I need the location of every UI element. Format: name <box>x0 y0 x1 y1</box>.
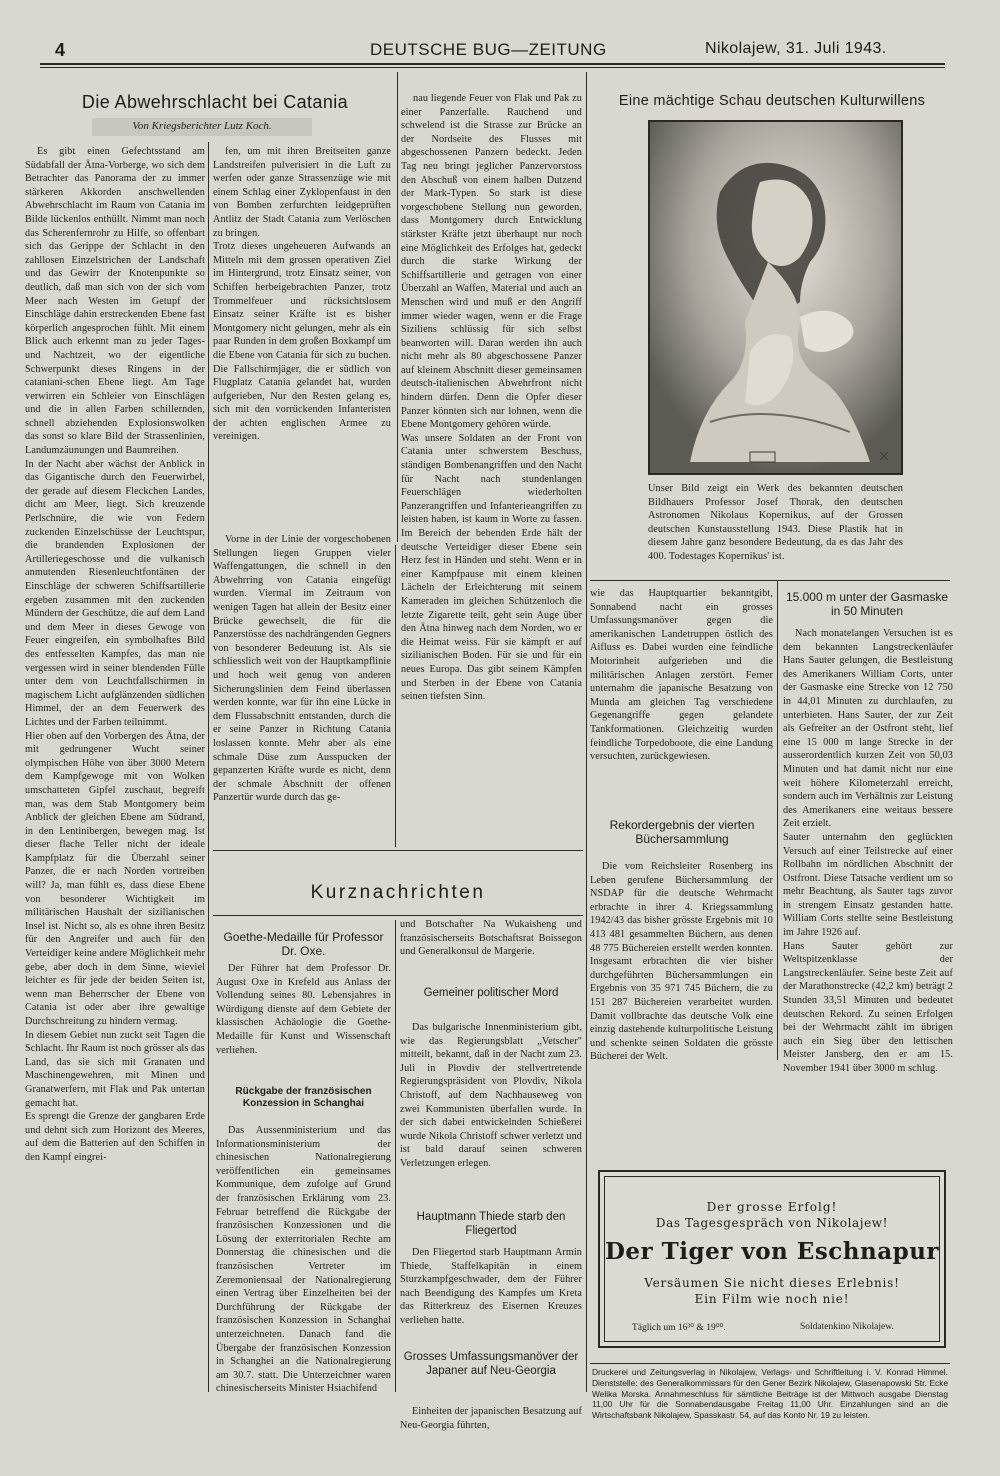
ad-line-3: Versäumen Sie nicht dieses Erlebnis! <box>644 1276 900 1290</box>
catania-column-1: Es gibt einen Gefechtsstand am Südabfall der Ätna-Vorberge, wo sich dem Betrachter das Panorama der zu immer stärkeren Akkorden anschwellenden Abwehrschlacht im Raum von Catania im Bilde lückenlos enthüllt. Nimmt man noch das Scherenfernrohr zu Hilfe, so offenbart sich das Gerippe der Schlacht in den zahllosen Einzelstrichen der Landschaft und das Gewirr der Knotenpunkte so deutlich, daß man sich von der sich vom Meer nach Westen im Getupf der Einschläge dahin erstreckenden Ebene fast körperlich angesprochen fühlt. Mit einem Blick auch erkennt man zu jeder Tages- und Nachtzeit, wo der eigentliche Schwerpunkt dieses Ringens in der cataniani-schen Ebene liegt. Am Tage verwirren ein Schleier von Einschlägen und die in allen Farben schillernden, schnell abziehenden Explosionswolken das sonst so klare Bild der Strassenlinien, Landumzäunungen und Baumreihen. In der Nacht aber wächst der Anblick in das Gigantische durch den Feuerwirbel, der gerade auf diesem Fleckchen Landes, dicht am Meer, liegt. Sich kreuzende Perlschnüre, die wie von Federn zuckenden Einzelschüsse der Leuchtspur, die brandenden Explosionen der Artilleriegeschosse und die vulkanisch anmutenden Riesenleuchtfontänen der Einschläge der schweren Schiffsartillerie ergeben zusammen mit den zuckenden Mündern der Geschütze, die auf dem Land und dem Meer in dieses Gewoge von Feuer eingreifen, ein symbolhaftes Bild des entfesselten Kampfes, das man nie vergessen wird in seiner blendenden Fülle unter dem von Leuchtfallschirmen in magischem Licht aufglänzenden südlichen Himmel, der an dem Feuerwerk des Lichtes und der Farben teilnimmt. Hier oben auf den Vorbergen des Ätna, der mit gedrungener Wucht seiner olympischen Höhe von über 3000 Metern dem Kampfgewoge mit von Wolken umschatteten Gipfel zuschaut, begreift man, was dem Stab Montgomery beim Anblick der gleichen Ebene am Südrand, in den Lentinibergen, bewegen mag. Ist dieser flache Teller nicht der ideale Kampfplatz für die Überzahl seiner Panzer, die er nach Norden vortreiben will? Ja, man fühlt es, dass diese Ebene von besonderer Wichtigkeit im militärischen Haushalt der sizilianischen Insel ist. Nicht so, als es ohne ihren Besitz für den Angreifer und auch für den Verteidiger keine andere Möglichkeit mehr gebe, aber doch in dem Sinne, wieviel leichter es für jede der beiden Seiten ist, wenn man Beherrscher der Ebene von Catania ist oder aber ihre gewaltige Durchschreitung zu hindern vermag. In diesem Gebiet nun zuckt seit Tagen die Schlacht. Ihr Raum ist noch grösser als das Land, das sie sich mit Granaten und Maschinengewehren, mit Minen und Granatwerfern, mit Flak und Pak untertan gemacht hat. Es sprengt die Grenze der gangbaren Erde und dehnt sich zum Horizont des Meeres, auf dem die Batterien auf den Schiffen in den Kampf eingrei- <box>25 146 205 1163</box>
goethe-body: Der Führer hat dem Professor Dr. August Oxe in Krefeld aus Anlass der Vollendung seines 80. Lebensjahres in Würdigung dienste auf dem Gebiete der klassischen Achäologie die Goethe-Medaille für Kunst und Wissenschaft verliehen. <box>216 963 391 1056</box>
mord-body: Das bulgarische Innenministerium gibt, wie das Regierungsblatt „Vetscher" mitteilt, bekannt, daß in der Nacht zum 23. Juli in Plovdiv der stellvertretende Regierungspräsident von Plovdiv, Nikola Christoff, auf dem Nachhauseweg von zwei Kommunisten überfallen wurde. In der sich dabei entwickelnden Schießerei wurde Nikola Christoff schwer verletzt und ist bald darauf seinen schweren Verletzungen erlegen. <box>400 1022 582 1169</box>
rekord-body: Die vom Reichsleiter Rosenberg ins Leben gerufene Büchersammlung der NSDAP für die deutsche Wehrmacht erbrachte in ihrer 4. Kriegssammlung 1942/43 das bisher grösste Ergebnis mit 10 413 481 gesammelten Büchern, aus denen 48 775 Büchereien erstellt werden konnten. Insgesamt erbrachten die vier bisher durchgeführten Büchersammlungen ein Ergebnis von 35 971 745 Büchern, die zu 151 287 Büchereien verarbeitet wurden. Damit vollbrachte das deutsche Volk eine einzig dastehende kulturpolitische Leistung und schenkte seinen Soldaten die grösste Bücherei der Welt. <box>590 861 773 1063</box>
masthead-rule-thin <box>40 67 945 68</box>
gasmaske-body: Nach monatelangen Versuchen ist es dem bekannten Langstreckenläufer Hans Sauter gelungen, die Bestleistung des Amerikaners William Corts, unter der Gasmaske eine Strecke von 12 750 in 44,01 Minuten zu durchlaufen, zu unterbieten. Hans Sauter, der zur Zeit als Gefreiter an der Ostfront steht, lief eine 15 000 m lange Strecke in der ausserordentlich kurzen Zeit von 50,03 Minuten und hat damit nicht nur eine weit höhere Kilometerzahl erreicht, sondern auch im Verhältnis zur Leistung des Amerikaners eine weitaus bessere Zeit erzielt. Sauter unternahm den geglückten Versuch auf einer Teilstrecke auf einer Rollbahn im nördlichen Abschnitt der Ostfront. Diese Tatsache verdient um so mehr Beachtung, als Sauter tags zuvor in strengem Einsatz gestanden hatte. William Corts stellte seine Bestleistung im Jahre 1926 auf. Hans Sauter gehört zur Weltspitzenklasse der Langstreckenläufer. Seine beste Zeit auf der Marathonstrecke (42,2 km) beträgt 2 Stunden 33,51 Minuten und bedeutet deutschen Rekord. Zu seinen Erfolgen bei der Wehrmacht zählt im übrigen auch ein Sieg über den lettischen Meister Jansberg, den er am 15. November 1941 über 3000 m schlug. <box>783 628 953 1074</box>
rueckgabe-headline: Rückgabe der französischen Konzession in Schanghai <box>235 1086 372 1109</box>
ad-venue: Soldatenkino Nikolajew. <box>800 1322 894 1332</box>
rueckgabe-continuation: und Botschafter Na Wukaisheng und französischerseits Botschaftsrat Boissegon und Generalkonsul de Margerie. <box>400 919 582 958</box>
kurz-top-rule <box>213 850 583 851</box>
georgia-body: Einheiten der japanischen Besatzung auf Neu-Georgia führten, <box>400 1406 582 1431</box>
kultur-rule <box>590 580 950 581</box>
imprint: Druckerei und Zeitungsverlag in Nikolajew, Verlags- und Schriftleitung i. V. Konrad Himmel. Dienststelle: des Generalkommissars für den Gener Bezirk Nikolajew, Glasenapowski Str. Ecke Welika Morska. Annahmeschluss für sämtliche Beiträge ist der Mittwoch ausgabe Dienstag 11,00 Uhr für die Sonnabendausgabe Freitag 11,00 Uhr. Einzahlungen sind an die Wirtschaftsbank Nikolajew, Spasskastr. 54, auf das Konto Nr. 19 zu leisten. <box>592 1367 948 1421</box>
column-rule <box>208 142 209 1392</box>
catania-column-3: nau liegende Feuer von Flak und Pak zu einer Panzerfalle. Rauchend und schwelend ist die Strasse zur Brücke an der Nordseite des Flusses mit abgeschossenen Panzern bedeckt. Jeden Tag neu bringt jeglicher Panzervorstoss den Abschuß von einem halben Dutzend der Mark-Typen. So stark ist diese vorgeschobene Stellung nun geworden, dass Montgomery durch Entwicklung stärkster Kräfte jetzt überhaupt nur noch eine Möglichkeit des Erfolges hat, gedeckt durch die starke Wirkung der Schiffsartillerie und getragen von einer Überzahl an Waffen, Material und auch an Menschen wird und muß er den Angriff immer wieder wagen, wenn er die Frage Siziliens schlüssig für sich selbst beanworten will. Daran werden ihn auch nicht mehr als 80 abgeschossene Panzer auf kleinem Abschnitt dieser gemeinsamen deutsch-italienischen Abwehrfront nicht hindern dürfen. Denn die Opfer dieser Panzer könnten sich nur lohnen, wenn die Ebene Montgomery gehören würde. Was unsere Soldaten an der Front von Catania unter schwerstem Beschuss, ständigen Bombenangriffen und den Nacht für Nacht nach stundenlangen Feuerschlägen wiederholten Panzerangriffen und Infanterieangriffen zu leisten haben, ist kaum in Worte zu fassen. Im Bereich der bebenden Erde hält der deutsche Verteidiger dieser Ebene sein Herz fest in Händen und steht. Wenn er in einer Kampfpause mit einem kleinen Lächeln der Erleichterung mit seinem Kameraden im gleichen Schützenloch die letzte Zigarette teilt, geht sein Auge über den Ätna hinweg nach dem Norden, wo er die Heimat weiss. Für sie kämpft er auf sizilianischen Boden. Für sie und für ein neues Europa. Das gibt seinem Kämpfen und Sterben in der Ebene von Catania seinen tiefsten Sinn. <box>401 93 582 703</box>
page-number: 4 <box>55 40 66 60</box>
gasmaske-headline: 15.000 m unter der Gasmaske in 50 Minuten <box>785 590 949 618</box>
ad-title: Der Tiger von Eschnapur <box>604 1238 940 1265</box>
thiede-body: Den Fliegertod starb Hauptmann Armin Thiede, Staffelkapitän in einem Sturzkampfgeschwader, dem der Führer nach Beendigung des Kampfes um Kreta das Ritterkreuz des Eisernen Kreuzes verliehen hatte. <box>400 1247 582 1326</box>
ad-line-1: Der grosse Erfolg! <box>706 1200 838 1214</box>
thiede-headline: Hauptmann Thiede starb den Fliegertod <box>416 1211 566 1237</box>
kultur-caption: Unser Bild zeigt ein Werk des bekannten deutschen Bildhauers Professor Josef Thorak, den deutschen Astronomen Nikolaus Kopernikus, auf der Grossen deutschen Kunstausstellung 1943. Diese Plastik hat in diesem Jahre ganz besondere Bedeutung, da es das Jahr des 400. Todestages Kopernikus' ist. <box>648 483 903 562</box>
kultur-headline: Eine mächtige Schau deutschen Kulturwillens <box>618 93 926 109</box>
catania-byline: Von Kriegsberichter Lutz Koch. <box>132 120 272 132</box>
catania-column-2b: Vorne in der Linie der vorgeschobenen Stellungen liegen Gruppen vieler Waffengattungen, die schnell in den Abwehrring von Catania eingefügt wurden. Viermal im Zeitraum von wenigen Tagen hat allein der Besitz einer Brücke gewechselt, die für die Panzerstösse des nachdrängenden Gegners von besonderer Bedeutung ist. Als sie schliesslich weit von der Hauptkampflinie und hoch weit genug von anderen Sicherungslinien dem Feind überlassen werden konnte, war für ihn eine Lücke in dem Flussabschnitt entstanden, durch die er seine Panzer in Richtung Catania loslassen konnte. Mehr aber als eine schmale Düse zum Ausspucken der gepanzerten Kräfte wurde es nicht, denn der schmale Abschnitt der offenen Panzertür wurde durch das ge- <box>213 534 391 804</box>
column-rule <box>395 920 396 1392</box>
kopernikus-photo <box>648 120 903 475</box>
column-rule <box>397 72 398 542</box>
hauptquartier-continuation: wie das Hauptquartier bekanntgibt, Sonnabend nacht ein grosses Umfassungsmanöver gegen die amerikanischen Landetruppen östlich des Aifluss es. Dabei wurden eine feindliche Motorinheit aufgerieben und die militärischen Anlagen zerstört. Ferner unternahm die japanische Besatzung von Munda am gleichen Tag verschiedene Gegenangriffe gegen gelandete Tankformationen. Gleichzeitig wurden feindliche Torpedoboote, die eine Landung versuchten, zurückgewiesen. <box>590 588 773 763</box>
column-rule <box>586 72 587 1392</box>
column-rule <box>395 545 396 847</box>
dateline: Nikolajew, 31. Juli 1943. <box>705 40 887 57</box>
paper-name: DEUTSCHE BUG—ZEITUNG <box>370 40 607 59</box>
catania-headline: Die Abwehrschlacht bei Catania <box>81 92 349 112</box>
mord-headline: Gemeiner politischer Mord <box>423 987 559 999</box>
film-advertisement <box>598 1170 946 1348</box>
ad-line-4: Ein Film wie noch nie! <box>694 1292 850 1306</box>
ad-line-2: Das Tagesgespräch von Nikolajew! <box>655 1216 889 1230</box>
sculpture-illustration <box>650 122 901 473</box>
catania-column-2a: fen, um mit ihren Breitseiten ganze Landstreifen pulverisiert in die Luft zu werfen oder ganze Strassenzüge wie mit einem Schlag einer Zyklopenfaust in den von Bomben zerfurchten leidgeprüften Antlitz der Stadt Catania zum Verlöschen zu bringen. Trotz dieses ungeheueren Aufwands an Mitteln mit dem grossen operativen Ziel im Hintergrund, trotz Einsatz seiner, von Schiffen herbeigebrachten Panzer, trotz Trommelfeuer und rücksichtslosem Einsatz seiner Kräfte ist es bisher Montgomery nicht gelungen, mehr als ein paar Runden in dem großen Boxkampf um die Ebene von Catania für sich zu buchen. Die Fallschirmjäger, die er südlich von Flugplatz Catania gelandet hat, wurden aufgerieben, Nur den Resten gelang es, sich mit den vorrückenden Infanteristen der achten englischen Armee zu vereinigen. <box>213 146 391 443</box>
masthead-rule <box>40 63 945 65</box>
rueckgabe-body: Das Aussenministerium und das Informationsministerium der chinesischen Nationalregierung veröffentlichen ein gemeinsames Kommunique, dem zufolge auf Grund der französischen Erklärung vom 23. Februar betreffend die Rückgabe der französischen Konzessionen und die Lösung der exterritorialen Rechte am Donnerstag die chinesischen und die französischen Vertreter im Zeremoniensaal der Nationalregierung einen Vertrag über Einzelheiten bei der Durchführung der Rückgabe der französischen Konzession in Schanghai unterzeichneten. Danach fand die Übergabe der französischen Konzession in Schanghei an die Nationalregierung am 30.7. statt. Die Unterzeichner waren chinesischerseits Minister Hsiachifend <box>216 1125 391 1394</box>
georgia-headline: Grosses Umfassungsmanöver der Japaner auf Neu-Georgia <box>403 1351 579 1377</box>
rekord-headline: Rekordergebnis der vierten Büchersammlung <box>609 818 755 846</box>
kurz-bottom-rule <box>213 915 583 916</box>
kurz-section-title: Kurznachrichten <box>310 882 486 903</box>
imprint-rule <box>590 1363 950 1364</box>
column-rule <box>777 580 778 1060</box>
ad-times: Täglich um 16³⁰ & 19⁰⁰. <box>632 1323 726 1333</box>
goethe-headline: Goethe-Medaille für Professor Dr. Oxe. <box>223 930 384 958</box>
